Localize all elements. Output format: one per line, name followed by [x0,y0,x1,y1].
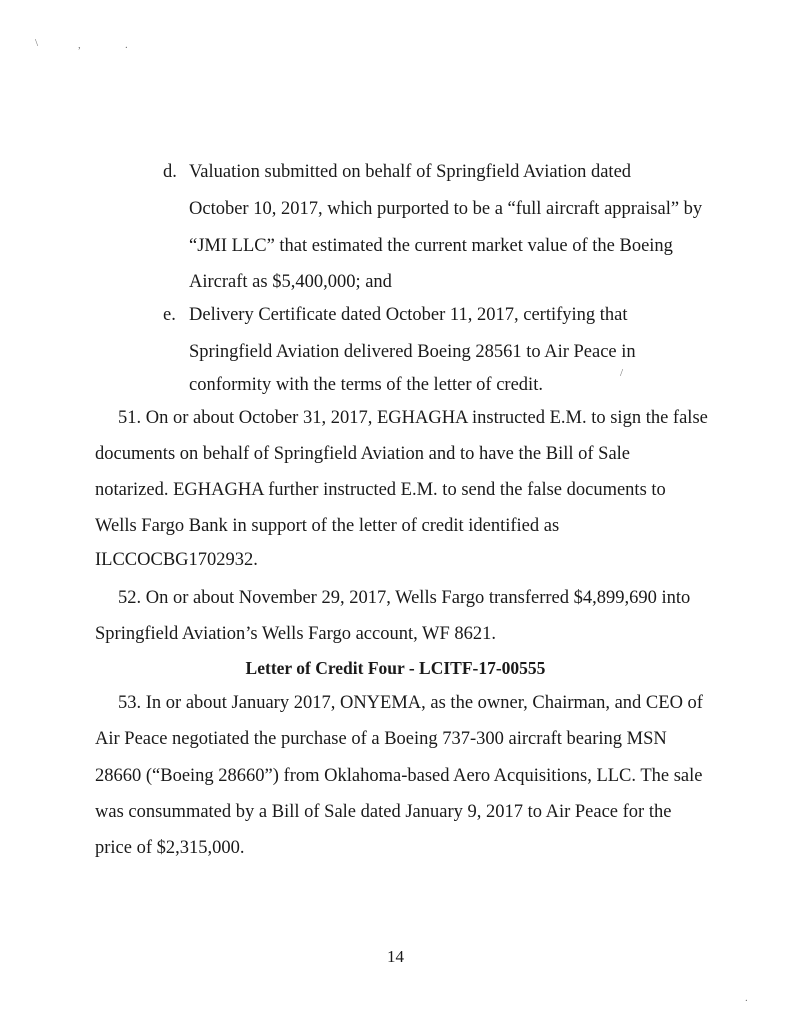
paragraph-line: 28660 (“Boeing 28660”) from Oklahoma-based Aero Acquisitions, LLC. The sale [95,766,703,786]
list-marker: d. [163,162,177,182]
list-item-line: “JMI LLC” that estimated the current market value of the Boeing [189,236,673,256]
list-item-line: Springfield Aviation delivered Boeing 28561 to Air Peace in [189,342,636,362]
paragraph-line: Springfield Aviation’s Wells Fargo account, WF 8621. [95,624,497,644]
paragraph-line: was consummated by a Bill of Sale dated January 9, 2017 to Air Peace for the [95,802,672,822]
section-heading: Letter of Credit Four - LCITF-17-00555 [245,658,546,678]
list-item-line: conformity with the terms of the letter of credit. [189,375,543,395]
list-item-line: Delivery Certificate dated October 11, 2017, certifying that [189,305,628,325]
paragraph-line: 52. On or about November 29, 2017, Wells Fargo transferred $4,899,690 into [118,588,691,608]
scan-speck: / [620,367,624,379]
paragraph-line: ILCCOCBG1702932. [95,550,258,570]
scan-speck: . [125,39,128,51]
paragraph-line: 53. In or about January 2017, ONYEMA, as the owner, Chairman, and CEO of [118,693,703,713]
page-number: 14 [387,947,404,966]
paragraph-line: Air Peace negotiated the purchase of a Boeing 737-300 aircraft bearing MSN [95,729,667,749]
scan-speck: , [78,39,81,51]
paragraph-line: documents on behalf of Springfield Aviation and to have the Bill of Sale [95,444,631,464]
scan-speck: \ [35,37,39,49]
list-item-line: Valuation submitted on behalf of Springfield Aviation dated [189,162,632,182]
paragraph-line: 51. On or about October 31, 2017, EGHAGHA instructed E.M. to sign the false [118,408,708,428]
paragraph-line: price of $2,315,000. [95,838,245,858]
list-item-line: Aircraft as $5,400,000; and [189,272,392,292]
paragraph-line: Wells Fargo Bank in support of the letter of credit identified as [95,516,560,536]
list-item-line: October 10, 2017, which purported to be a “full aircraft appraisal” by [189,199,703,219]
paragraph-line: notarized. EGHAGHA further instructed E.M. to send the false documents to [95,480,666,500]
list-marker: e. [163,305,176,325]
scan-speck: . [745,992,748,1004]
